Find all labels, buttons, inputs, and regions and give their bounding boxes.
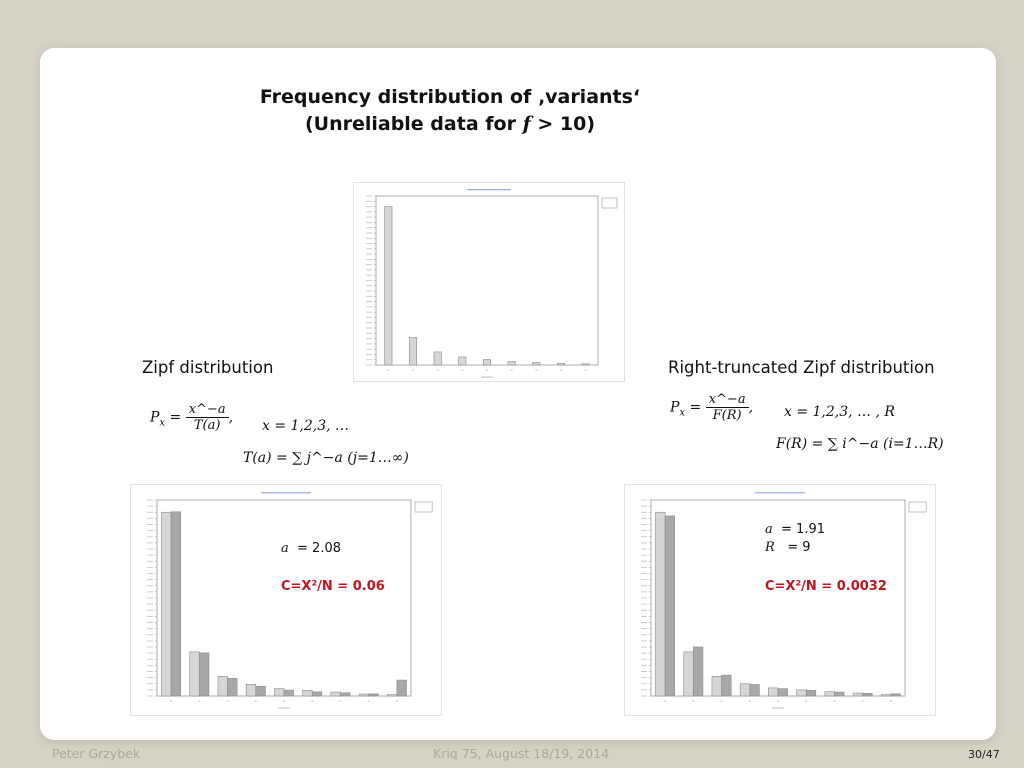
bar [533, 362, 540, 365]
bar [853, 693, 863, 696]
bar [385, 207, 392, 365]
bar [228, 678, 238, 696]
bar [331, 692, 341, 696]
rt-a-value: = 1.91 [781, 522, 826, 537]
bar [557, 363, 564, 365]
rt-zipf-fit-chart [624, 484, 936, 716]
zipf-fraction [186, 402, 229, 433]
bar [825, 692, 835, 696]
bar [508, 361, 515, 365]
rt-c-value: C=X²/N = 0.0032 [765, 579, 887, 594]
zipf-fit-chart-svg [130, 484, 442, 716]
zipf-p: P [150, 409, 160, 426]
rt-r-param [765, 540, 811, 555]
bar [434, 352, 441, 365]
bar [246, 684, 256, 696]
bar [656, 512, 666, 696]
observed-chart [353, 182, 625, 382]
bar [797, 690, 807, 696]
legend-box [909, 502, 926, 512]
bar [582, 364, 589, 365]
rt-r-symbol: R [765, 540, 775, 555]
bar [340, 693, 350, 696]
bar [397, 680, 407, 696]
bar [712, 676, 722, 696]
rt-p-sub: x [679, 407, 686, 419]
rt-zipf-label: Right-truncated Zipf distribution [668, 358, 935, 377]
bar [284, 690, 294, 696]
zipf-c-value: C=X²/N = 0.06 [281, 579, 385, 594]
observed-chart-svg [353, 182, 625, 382]
rt-r-value: = 9 [787, 540, 811, 555]
rt-p: P [670, 399, 680, 416]
zipf-a-value: = 2.08 [297, 541, 342, 556]
bar [806, 690, 816, 696]
zipf-label: Zipf distribution [142, 358, 274, 377]
bar [303, 690, 313, 696]
rt-denominator: F(R) [712, 408, 742, 423]
bar [834, 692, 844, 696]
bar [768, 688, 778, 696]
bar [684, 652, 694, 696]
rt-fraction [706, 392, 749, 423]
bar [387, 695, 397, 696]
bar [483, 360, 490, 365]
title-prefix: (Unreliable data for [304, 113, 523, 135]
slide-title-line2 [230, 111, 670, 137]
bar [863, 693, 873, 696]
zipf-fit-chart [130, 484, 442, 716]
bar [171, 512, 181, 696]
bar [190, 652, 200, 696]
slide-title-line1: Frequency distribution of ‚variants‘ [259, 86, 641, 108]
footer-page-number: 30/47 [968, 748, 1000, 761]
zipf-a-symbol: a [281, 541, 289, 556]
bar [256, 686, 266, 696]
footer-event: Kriq 75, August 18/19, 2014 [433, 746, 610, 761]
zipf-domain: x = 1,2,3, … [262, 418, 350, 434]
bar [312, 692, 322, 696]
bar [369, 694, 379, 696]
zipf-p-sub: x [159, 417, 166, 429]
zipf-a-param [281, 541, 341, 556]
title-variable: f [522, 113, 531, 135]
rt-zipf-fit-chart-svg [624, 484, 936, 716]
zipf-pmf-formula: $P_x$ = $\frac{x\^{}-a}{T(a)}$ , [150, 402, 234, 433]
zipf-denominator: T(a) [193, 418, 221, 433]
bar [881, 695, 891, 696]
rt-a-symbol: a [765, 522, 773, 537]
rt-normalizer: F(R) = ∑ i^−a (i=1…R) [776, 436, 944, 452]
bar [693, 647, 703, 696]
bar [199, 653, 209, 696]
bar [274, 689, 284, 696]
rt-domain: x = 1,2,3, … , R [784, 404, 895, 420]
title-suffix: > 10) [530, 113, 596, 135]
rt-a-param [765, 522, 825, 537]
bar [459, 357, 466, 365]
bar [162, 512, 172, 696]
bar [750, 684, 760, 696]
bar [218, 676, 228, 696]
bar [665, 516, 675, 696]
bar [359, 694, 369, 696]
bar [409, 338, 416, 365]
rt-numerator: x^−a [706, 392, 749, 408]
legend-box [602, 198, 617, 208]
rt-pmf-formula: $P_x$ = $\frac{x\^{}-a}{F(R)}$ , [670, 392, 754, 423]
bar [891, 694, 901, 696]
bar [722, 675, 732, 696]
legend-box [415, 502, 432, 512]
bar [778, 689, 788, 696]
bar [740, 684, 750, 696]
zipf-numerator: x^−a [186, 402, 229, 418]
zipf-normalizer: T(a) = ∑ j^−a (j=1…∞) [243, 450, 409, 466]
footer-author: Peter Grzybek [52, 746, 141, 761]
